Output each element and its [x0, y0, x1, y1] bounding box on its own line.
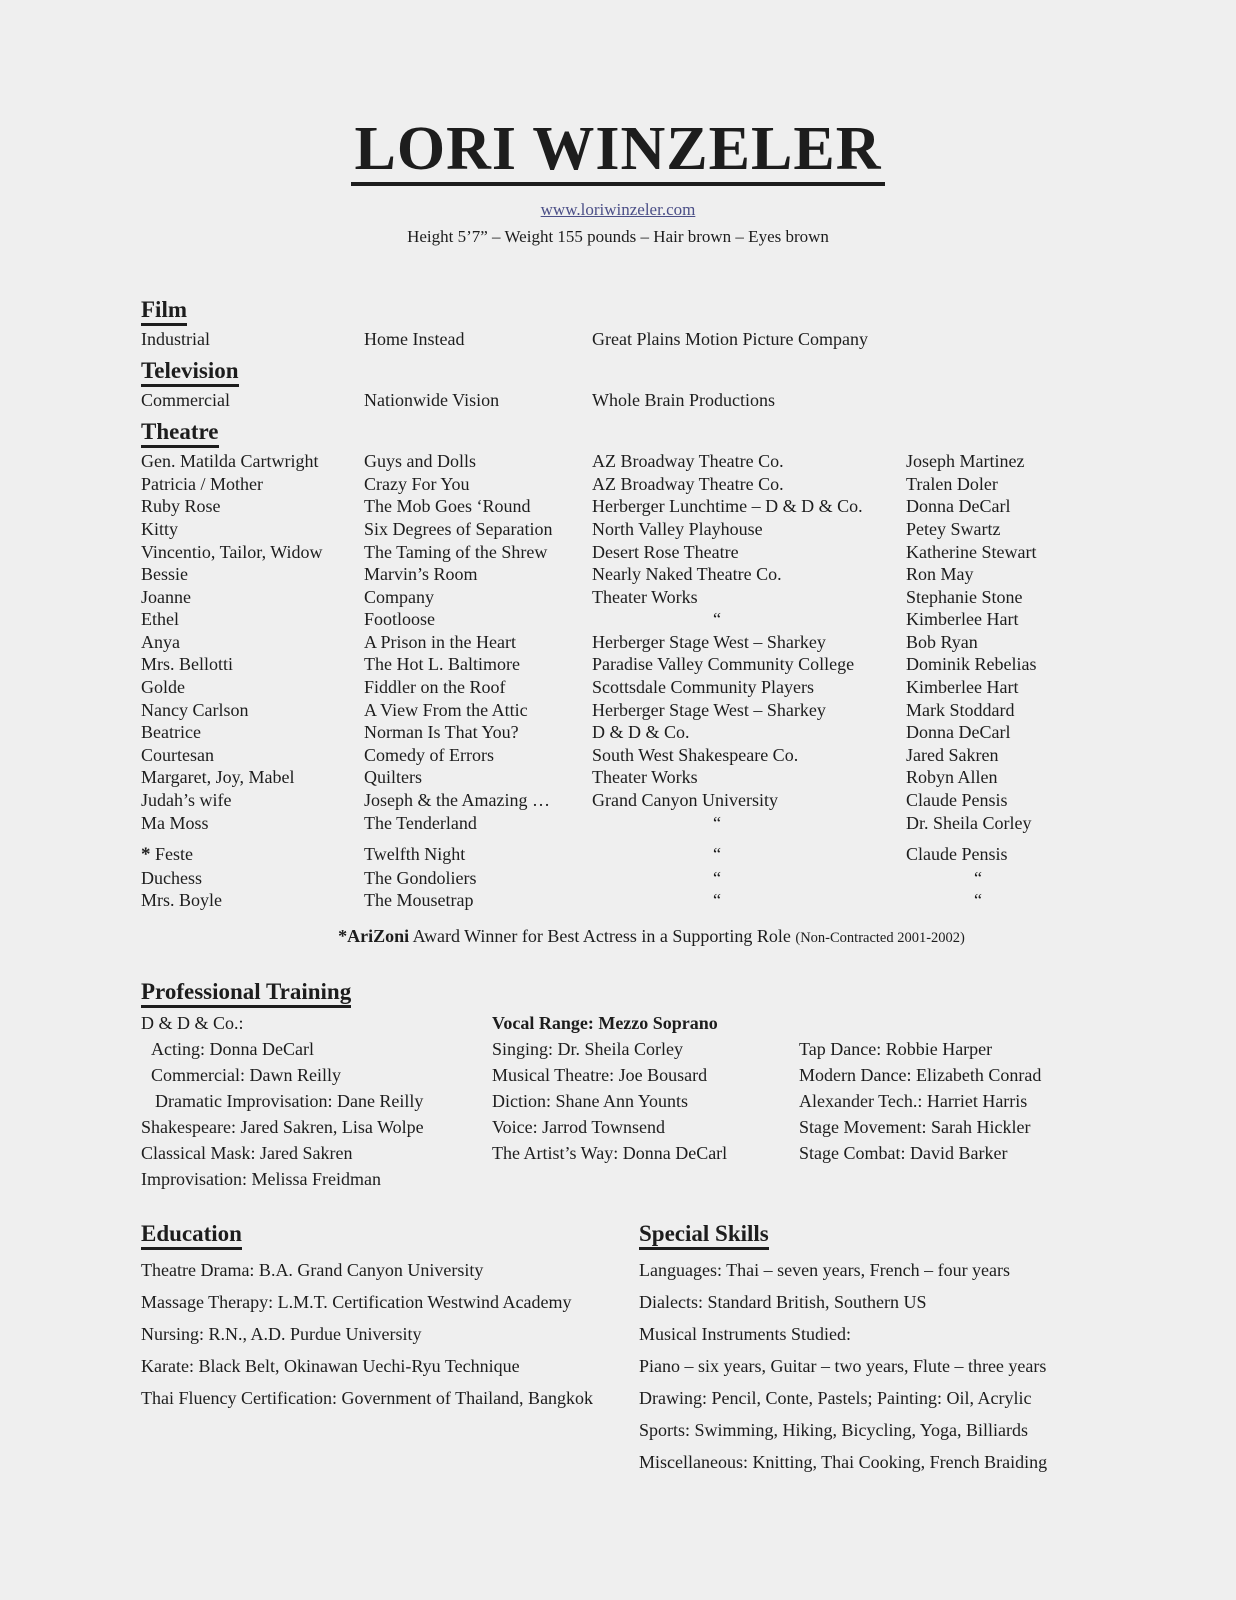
- credit-director: Claude Pensis: [906, 790, 1008, 811]
- award-description: Award Winner for Best Actress in a Supporting Role: [409, 926, 796, 947]
- website-link[interactable]: www.loriwinzeler.com: [540, 200, 696, 219]
- credit-company: Whole Brain Productions: [592, 390, 775, 411]
- credit-company: AZ Broadway Theatre Co.: [592, 473, 784, 494]
- physical-stats: Height 5’7” – Weight 155 pounds – Hair brown – Eyes brown: [407, 227, 829, 246]
- credit-company: [592, 834, 906, 867]
- training-item-voice: Musical Theatre: Joe Bousard: [492, 1065, 708, 1086]
- credit-director: Tralen Doler: [906, 473, 998, 494]
- training-item-movement: Stage Combat: David Barker: [799, 1143, 1008, 1164]
- list-item: Theatre Drama: B.A. Grand Canyon University: [141, 1260, 484, 1281]
- credit-director: Kimberlee Hart: [906, 609, 1019, 630]
- credit-role: * Feste: [141, 844, 193, 866]
- credit-company: [592, 812, 906, 835]
- table-row: [141, 676, 1112, 699]
- credit-role: Beatrice: [141, 722, 201, 743]
- credit-production: Norman Is That You?: [364, 722, 519, 743]
- award-star-icon: *: [141, 844, 151, 866]
- training-item-movement: Alexander Tech.: Harriet Harris: [799, 1091, 1028, 1112]
- theatre-credits-table: [141, 450, 1112, 912]
- credit-production: A View From the Attic: [364, 699, 528, 720]
- award-note-detail: (Non-Contracted 2001-2002): [795, 930, 965, 947]
- table-row: [141, 563, 1112, 586]
- credit-role: Golde: [141, 677, 185, 698]
- television-credits-body: [141, 389, 1112, 412]
- training-row: [141, 1036, 1119, 1062]
- skills-heading: Special Skills: [639, 1222, 769, 1250]
- credit-director: [906, 889, 1112, 912]
- list-item: Piano – six years, Guitar – two years, Flute – three years: [639, 1356, 1047, 1377]
- training-item-movement: Modern Dance: Elizabeth Conrad: [799, 1065, 1042, 1086]
- table-row: [141, 541, 1112, 564]
- credit-director: Petey Swartz: [906, 518, 1001, 539]
- award-name: AriZoni: [347, 926, 410, 947]
- training-item-movement: Tap Dance: Robbie Harper: [799, 1039, 993, 1060]
- credit-company: Great Plains Motion Picture Company: [592, 329, 868, 350]
- theatre-credits-body: [141, 450, 1112, 912]
- training-item-studio: Dramatic Improvisation: Dane Reilly: [155, 1091, 424, 1112]
- table-row: [141, 631, 1112, 654]
- education-list: [141, 1254, 641, 1414]
- table-row: [141, 586, 1112, 609]
- credit-role: Ethel: [141, 609, 179, 630]
- credit-production: Joseph & the Amazing …: [364, 790, 550, 811]
- credit-director: Robyn Allen: [906, 767, 998, 788]
- credit-role: Bessie: [141, 564, 188, 585]
- training-item-voice: Voice: Jarrod Townsend: [492, 1117, 666, 1138]
- credit-company: [592, 889, 906, 912]
- credit-company: Herberger Lunchtime – D & D & Co.: [592, 496, 863, 517]
- table-row: [141, 789, 1112, 812]
- skills-section: [639, 1222, 1109, 1478]
- credit-production: Quilters: [364, 767, 422, 788]
- credit-director: Dominik Rebelias: [906, 654, 1037, 675]
- table-row: [141, 812, 1112, 835]
- credit-role: Mrs. Boyle: [141, 890, 222, 911]
- credit-company: [592, 867, 906, 890]
- training-row: [141, 1114, 1119, 1140]
- ditto-mark: “: [974, 890, 982, 911]
- table-row: [141, 721, 1112, 744]
- credit-production: The Tenderland: [364, 812, 477, 833]
- credit-company: Nearly Naked Theatre Co.: [592, 564, 782, 585]
- credit-production: Guys and Dolls: [364, 451, 476, 472]
- table-row: [141, 389, 1112, 412]
- training-section: [141, 980, 1119, 1192]
- resume-header: [0, 0, 1236, 247]
- credit-production: Crazy For You: [364, 473, 470, 494]
- credit-production: Twelfth Night: [364, 844, 466, 865]
- training-row: [141, 1062, 1119, 1088]
- training-row: [141, 1140, 1119, 1166]
- list-item: Miscellaneous: Knitting, Thai Cooking, French Braiding: [639, 1452, 1048, 1473]
- training-table: [141, 1010, 1119, 1192]
- credit-company: Grand Canyon University: [592, 790, 778, 811]
- table-row: [141, 834, 1112, 867]
- film-heading: Film: [141, 298, 187, 326]
- credit-role: Kitty: [141, 518, 179, 539]
- credit-production: Company: [364, 586, 434, 607]
- credit-company: North Valley Playhouse: [592, 518, 763, 539]
- credit-production: The Taming of the Shrew: [364, 541, 548, 562]
- ditto-mark: “: [713, 890, 721, 911]
- training-item-movement: Stage Movement: Sarah Hickler: [799, 1117, 1031, 1138]
- credit-role: Courtesan: [141, 744, 214, 765]
- credit-role: Duchess: [141, 867, 202, 888]
- table-row: [141, 653, 1112, 676]
- credit-company: AZ Broadway Theatre Co.: [592, 451, 784, 472]
- credit-director: Stephanie Stone: [906, 586, 1023, 607]
- credit-director: Dr. Sheila Corley: [906, 812, 1032, 833]
- training-heading: Professional Training: [141, 980, 351, 1008]
- credit-company: Desert Rose Theatre: [592, 541, 739, 562]
- vocal-range-label: Vocal Range: Mezzo Soprano: [492, 1013, 718, 1034]
- credit-role: Commercial: [141, 390, 230, 411]
- credit-role: Ma Moss: [141, 812, 209, 833]
- television-heading: Television: [141, 359, 239, 387]
- list-item: Musical Instruments Studied:: [639, 1324, 851, 1345]
- television-credits-table: [141, 389, 1112, 412]
- ditto-mark: “: [713, 844, 721, 865]
- training-item-movement: [799, 1166, 1119, 1192]
- credit-company: Herberger Stage West – Sharkey: [592, 631, 826, 652]
- credit-director: Katherine Stewart: [906, 541, 1037, 562]
- table-row: [141, 518, 1112, 541]
- credit-role: Mrs. Bellotti: [141, 654, 234, 675]
- credit-director: Donna DeCarl: [906, 496, 1011, 517]
- credit-company: [592, 608, 906, 631]
- credit-production: Comedy of Errors: [364, 744, 494, 765]
- skills-list: [639, 1254, 1109, 1478]
- credit-production: The Gondoliers: [364, 867, 477, 888]
- credit-director: [906, 328, 1112, 351]
- ditto-mark: “: [713, 812, 721, 833]
- training-studio-label: D & D & Co.:: [141, 1013, 244, 1034]
- training-body: [141, 1010, 1119, 1192]
- training-item-voice: Singing: Dr. Sheila Corley: [492, 1039, 683, 1060]
- ditto-mark: “: [713, 867, 721, 888]
- theatre-heading: Theatre: [141, 420, 219, 448]
- list-item: Thai Fluency Certification: Government of Thailand, Bangkok: [141, 1388, 594, 1409]
- table-row: [141, 495, 1112, 518]
- credit-company: Herberger Stage West – Sharkey: [592, 699, 826, 720]
- credit-company: Scottsdale Community Players: [592, 677, 814, 698]
- training-row: [141, 1166, 1119, 1192]
- list-item: Dialects: Standard British, Southern US: [639, 1292, 927, 1313]
- credit-role: Judah’s wife: [141, 790, 232, 811]
- credit-role: Anya: [141, 631, 180, 652]
- credit-production: Home Instead: [364, 329, 465, 350]
- credit-production: The Mousetrap: [364, 890, 474, 911]
- credit-director: Donna DeCarl: [906, 722, 1011, 743]
- training-item-voice: Diction: Shane Ann Younts: [492, 1091, 689, 1112]
- award-note: [141, 926, 1112, 947]
- credit-production: Marvin’s Room: [364, 564, 478, 585]
- credit-production: Nationwide Vision: [364, 390, 500, 411]
- list-item: Massage Therapy: L.M.T. Certification Westwind Academy: [141, 1292, 572, 1313]
- list-item: Languages: Thai – seven years, French – four years: [639, 1260, 1011, 1281]
- credit-company: Paradise Valley Community College: [592, 654, 855, 675]
- credit-role: Margaret, Joy, Mabel: [141, 767, 295, 788]
- credit-company: Theater Works: [592, 586, 698, 607]
- list-item: Sports: Swimming, Hiking, Bicycling, Yoga, Billiards: [639, 1420, 1029, 1441]
- ditto-mark: “: [974, 867, 982, 888]
- credit-director: Claude Pensis: [906, 844, 1008, 865]
- training-col3-header: [799, 1010, 1119, 1036]
- table-row: [141, 473, 1112, 496]
- table-row: [141, 699, 1112, 722]
- credit-role: Gen. Matilda Cartwright: [141, 451, 319, 472]
- list-item: Drawing: Pencil, Conte, Pastels; Painting: Oil, Acrylic: [639, 1388, 1032, 1409]
- credit-role: Patricia / Mother: [141, 473, 263, 494]
- ditto-mark: “: [713, 609, 721, 630]
- training-item-studio: Improvisation: Melissa Freidman: [141, 1169, 381, 1190]
- training-item-voice: [492, 1166, 799, 1192]
- credit-production: Footloose: [364, 609, 436, 630]
- credit-director: [906, 867, 1112, 890]
- credit-director: Joseph Martinez: [906, 451, 1025, 472]
- credit-production: The Hot L. Baltimore: [364, 654, 520, 675]
- credit-director: Bob Ryan: [906, 631, 978, 652]
- credit-role: Industrial: [141, 329, 210, 350]
- credit-company: South West Shakespeare Co.: [592, 744, 799, 765]
- education-section: [141, 1222, 641, 1414]
- table-row: [141, 766, 1112, 789]
- training-row: [141, 1088, 1119, 1114]
- education-heading: Education: [141, 1222, 242, 1250]
- table-row: [141, 328, 1112, 351]
- credit-director: Mark Stoddard: [906, 699, 1015, 720]
- film-section: [141, 298, 1112, 351]
- table-row: [141, 608, 1112, 631]
- credit-production: Fiddler on the Roof: [364, 677, 506, 698]
- film-credits-table: [141, 328, 1112, 351]
- credit-production: Six Degrees of Separation: [364, 518, 553, 539]
- credit-director: [906, 389, 1112, 412]
- training-item-studio: Commercial: Dawn Reilly: [151, 1065, 341, 1086]
- table-row: [141, 450, 1112, 473]
- credit-company: Theater Works: [592, 767, 698, 788]
- credit-role: Ruby Rose: [141, 496, 221, 517]
- training-item-studio: Classical Mask: Jared Sakren: [141, 1143, 353, 1164]
- film-credits-body: [141, 328, 1112, 351]
- credit-director: Jared Sakren: [906, 744, 999, 765]
- table-row: [141, 744, 1112, 767]
- table-row: [141, 889, 1112, 912]
- training-item-studio: Shakespeare: Jared Sakren, Lisa Wolpe: [141, 1117, 424, 1138]
- credit-company: D & D & Co.: [592, 722, 690, 743]
- training-header-row: [141, 1010, 1119, 1036]
- training-item-studio: Acting: Donna DeCarl: [151, 1039, 314, 1060]
- credit-role: Vincentio, Tailor, Widow: [141, 541, 323, 562]
- credit-director: Kimberlee Hart: [906, 677, 1019, 698]
- credit-role: Joanne: [141, 586, 191, 607]
- theatre-section: [141, 420, 1112, 947]
- television-section: [141, 359, 1112, 412]
- table-row: [141, 867, 1112, 890]
- list-item: Nursing: R.N., A.D. Purdue University: [141, 1324, 422, 1345]
- credit-director: Ron May: [906, 564, 974, 585]
- list-item: Karate: Black Belt, Okinawan Uechi-Ryu Technique: [141, 1356, 520, 1377]
- credit-production: The Mob Goes ‘Round: [364, 496, 531, 517]
- award-star: *: [338, 926, 348, 947]
- page-title: LORI WINZELER: [351, 118, 886, 186]
- training-item-voice: The Artist’s Way: Donna DeCarl: [492, 1143, 728, 1164]
- credit-production: A Prison in the Heart: [364, 631, 516, 652]
- credit-role: Nancy Carlson: [141, 699, 249, 720]
